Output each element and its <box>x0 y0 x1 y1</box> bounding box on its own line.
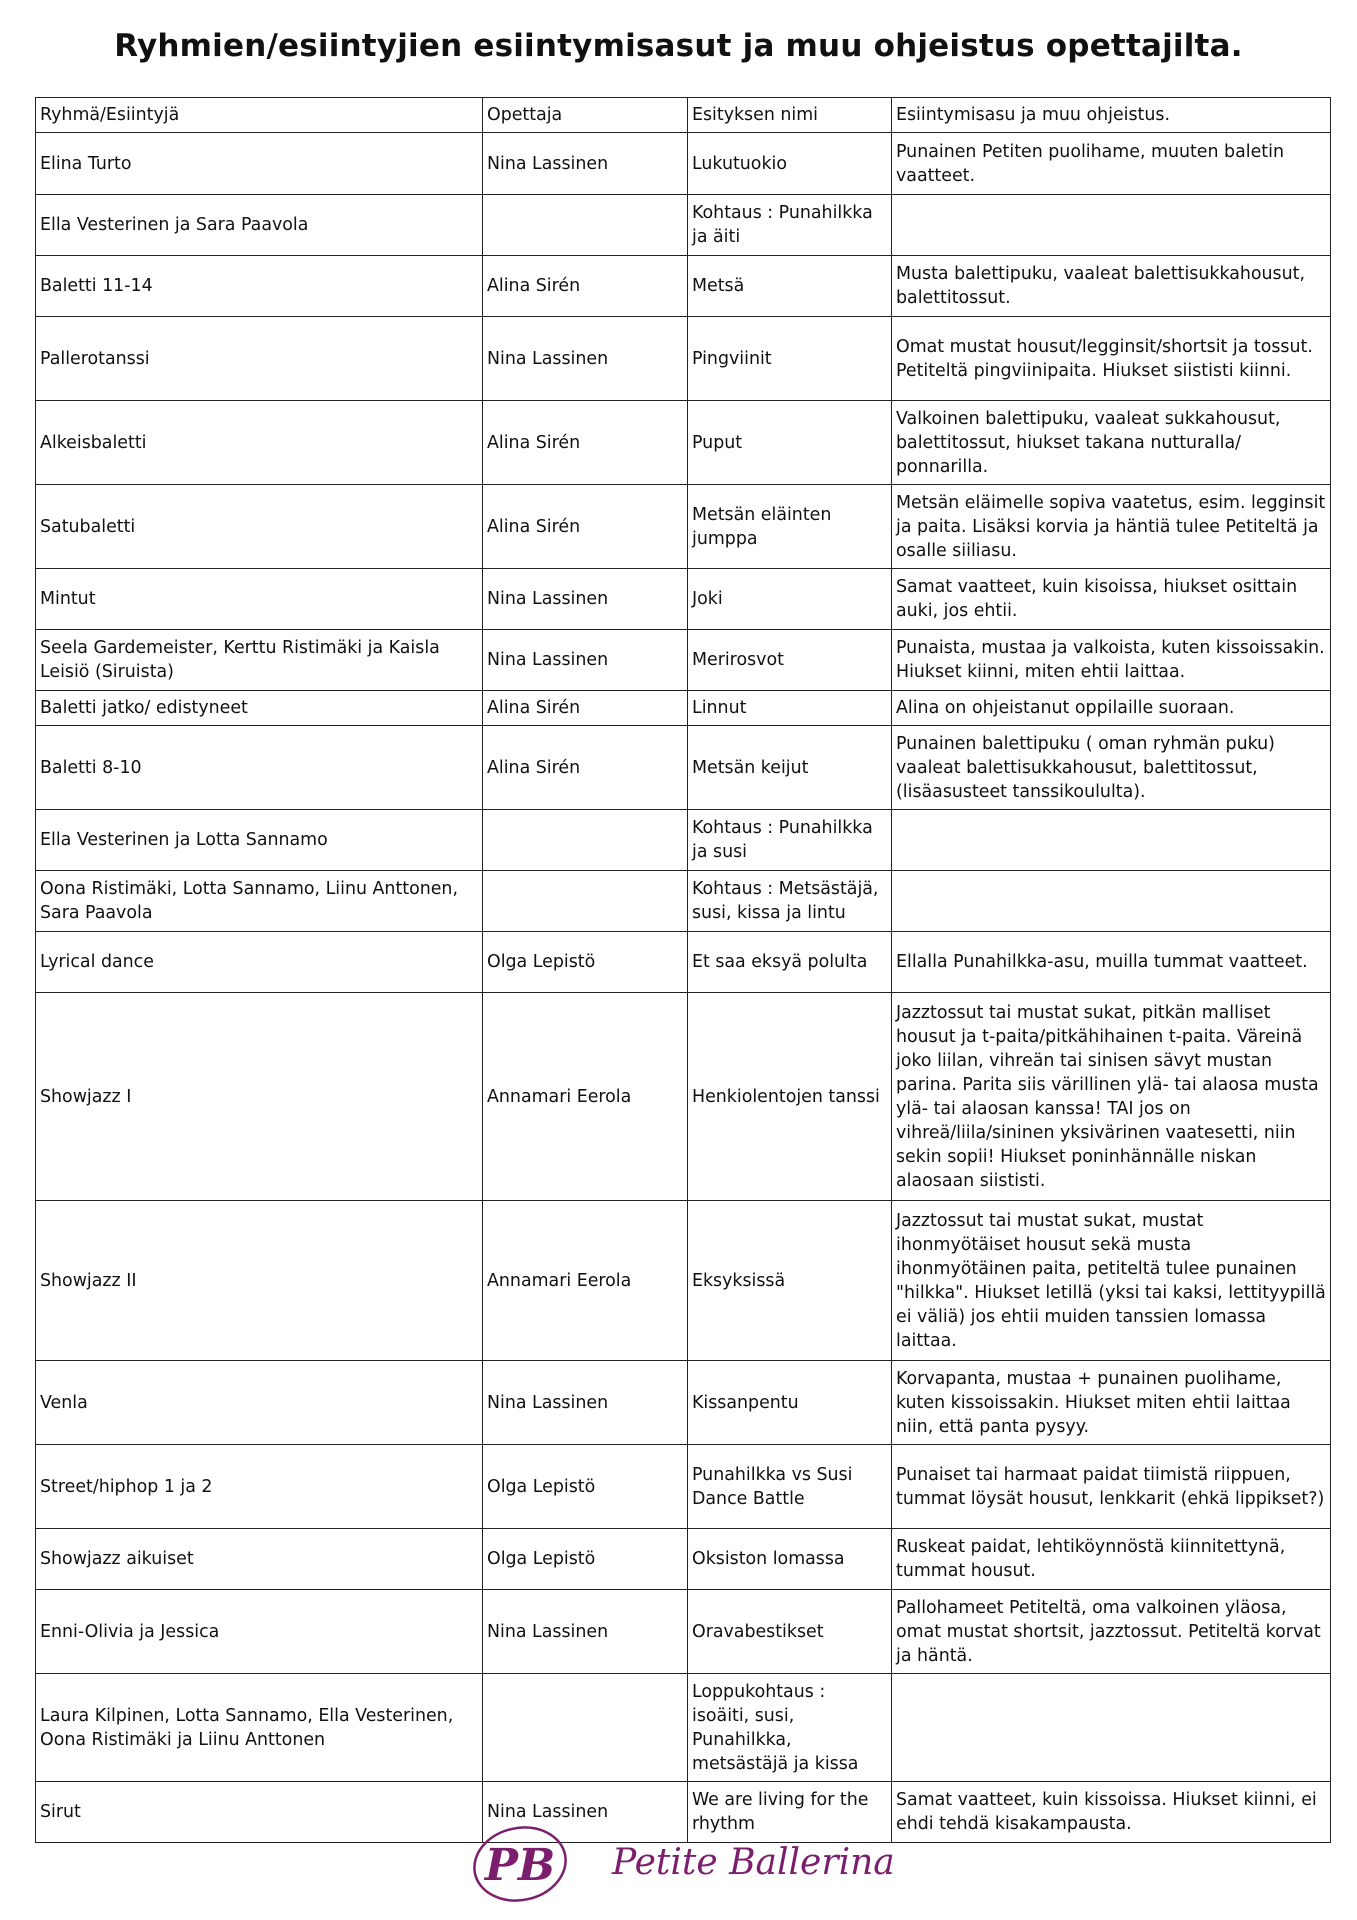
table-row <box>36 726 1331 810</box>
cell-notes: Ruskeat paidat, lehtiköynnöstä kiinnitettynä, tummat housut. <box>892 1529 1331 1590</box>
cell-piece: Joki <box>688 569 892 630</box>
cell-group: Showjazz aikuiset <box>36 1529 483 1590</box>
cell-piece: Metsä <box>688 256 892 317</box>
costume-table <box>35 97 1331 1843</box>
cell-piece: Loppukohtaus : isoäiti, susi, Punahilkka, metsästäjä ja kissa <box>688 1674 892 1782</box>
cell-group: Street/hiphop 1 ja 2 <box>36 1445 483 1529</box>
cell-notes <box>892 871 1331 932</box>
header-group: Ryhmä/Esiintyjä <box>36 98 483 133</box>
cell-teacher: Nina Lassinen <box>483 1361 688 1445</box>
cell-teacher: Nina Lassinen <box>483 569 688 630</box>
cell-group: Venla <box>36 1361 483 1445</box>
table-row <box>36 1361 1331 1445</box>
cell-piece: Kissanpentu <box>688 1361 892 1445</box>
table-row <box>36 195 1331 256</box>
petite-ballerina-logo <box>470 1818 900 1908</box>
table-row <box>36 1529 1331 1590</box>
cell-notes <box>892 195 1331 256</box>
table-row <box>36 1590 1331 1674</box>
cell-teacher: Olga Lepistö <box>483 1529 688 1590</box>
cell-group: Alkeisbaletti <box>36 401 483 485</box>
cell-piece: Punahilkka vs Susi Dance Battle <box>688 1445 892 1529</box>
table-row <box>36 1674 1331 1782</box>
cell-piece: Kohtaus : Punahilkka ja susi <box>688 810 892 871</box>
cell-group: Satubaletti <box>36 485 483 569</box>
cell-piece: Pingviinit <box>688 317 892 401</box>
cell-teacher: Alina Sirén <box>483 256 688 317</box>
cell-teacher: Nina Lassinen <box>483 630 688 691</box>
cell-piece: Oksiston lomassa <box>688 1529 892 1590</box>
table-row <box>36 317 1331 401</box>
header-piece: Esityksen nimi <box>688 98 892 133</box>
cell-notes: Samat vaatteet, kuin kisoissa, hiukset osittain auki, jos ehtii. <box>892 569 1331 630</box>
cell-teacher <box>483 1674 688 1782</box>
cell-teacher: Nina Lassinen <box>483 1590 688 1674</box>
cell-notes: Punainen balettipuku ( oman ryhmän puku) vaaleat balettisukkahousut, balettitossut, (lisäasusteet tanssikoululta). <box>892 726 1331 810</box>
table-row <box>36 569 1331 630</box>
cell-teacher <box>483 195 688 256</box>
cell-piece: Merirosvot <box>688 630 892 691</box>
cell-notes: Samat vaatteet, kuin kissoissa. Hiukset kiinni, ei ehdi tehdä kisakampausta. <box>892 1782 1331 1843</box>
cell-piece: Kohtaus : Metsästäjä, susi, kissa ja lintu <box>688 871 892 932</box>
header-teacher: Opettaja <box>483 98 688 133</box>
cell-piece: Kohtaus : Punahilkka ja äiti <box>688 195 892 256</box>
cell-notes: Valkoinen balettipuku, vaaleat sukkahousut, balettitossut, hiukset takana nutturalla/ ponnarilla. <box>892 401 1331 485</box>
cell-teacher: Annamari Eerola <box>483 1201 688 1361</box>
cell-group: Showjazz II <box>36 1201 483 1361</box>
cell-group: Pallerotanssi <box>36 317 483 401</box>
cell-piece: We are living for the rhythm <box>688 1782 892 1843</box>
table-row <box>36 1445 1331 1529</box>
cell-group: Elina Turto <box>36 133 483 195</box>
cell-teacher: Alina Sirén <box>483 726 688 810</box>
cell-piece: Puput <box>688 401 892 485</box>
document-title: Ryhmien/esiintyjien esiintymisasut ja muu ohjeistus opettajilta. <box>114 28 1243 64</box>
table-row <box>36 993 1331 1201</box>
header-notes: Esiintymisasu ja muu ohjeistus. <box>892 98 1331 133</box>
table-row <box>36 133 1331 195</box>
cell-notes: Ellalla Punahilkka-asu, muilla tummat vaatteet. <box>892 932 1331 993</box>
cell-teacher: Alina Sirén <box>483 485 688 569</box>
cell-notes <box>892 810 1331 871</box>
cell-notes: Punaista, mustaa ja valkoista, kuten kissoissakin. Hiukset kiinni, miten ehtii laittaa. <box>892 630 1331 691</box>
logo-monogram: PB <box>484 1840 556 1891</box>
cell-notes: Metsän eläimelle sopiva vaatetus, esim. legginsit ja paita. Lisäksi korvia ja häntiä tulee Petiteltä ja osalle siiliasu. <box>892 485 1331 569</box>
cell-group: Oona Ristimäki, Lotta Sannamo, Liinu Anttonen, Sara Paavola <box>36 871 483 932</box>
logo-text: Petite Ballerina <box>612 1842 895 1883</box>
table-row <box>36 256 1331 317</box>
cell-group: Sirut <box>36 1782 483 1843</box>
cell-group: Showjazz I <box>36 993 483 1201</box>
cell-teacher: Nina Lassinen <box>483 133 688 195</box>
table-row <box>36 630 1331 691</box>
cell-group: Baletti 8-10 <box>36 726 483 810</box>
cell-piece: Oravabestikset <box>688 1590 892 1674</box>
cell-group: Mintut <box>36 569 483 630</box>
table-row <box>36 871 1331 932</box>
cell-piece: Metsän eläinten jumppa <box>688 485 892 569</box>
table-row <box>36 485 1331 569</box>
cell-piece: Lukutuokio <box>688 133 892 195</box>
cell-teacher: Olga Lepistö <box>483 932 688 993</box>
cell-group: Seela Gardemeister, Kerttu Ristimäki ja Kaisla Leisiö (Siruista) <box>36 630 483 691</box>
cell-notes: Omat mustat housut/legginsit/shortsit ja tossut. Petiteltä pingviinipaita. Hiukset siististi kiinni. <box>892 317 1331 401</box>
cell-group: Baletti jatko/ edistyneet <box>36 691 483 726</box>
table-row <box>36 401 1331 485</box>
cell-piece: Linnut <box>688 691 892 726</box>
cell-teacher: Annamari Eerola <box>483 993 688 1201</box>
table-row <box>36 932 1331 993</box>
table-row <box>36 810 1331 871</box>
cell-notes: Jazztossut tai mustat sukat, pitkän malliset housut ja t-paita/pitkähihainen t-paita. Väreinä joko liilan, vihreän tai sinisen sävyt mustan parina. Parita siis värillinen ylä- tai alaosa musta ylä- tai alaosan kanssa! TAI jos on vihreä/liila/sininen yksivärinen vaatesetti, niin sekin sopii! Hiukset poninhännälle niskan alaosaan siististi. <box>892 993 1331 1201</box>
cell-teacher: Nina Lassinen <box>483 317 688 401</box>
cell-notes: Alina on ohjeistanut oppilaille suoraan. <box>892 691 1331 726</box>
cell-piece: Et saa eksyä polulta <box>688 932 892 993</box>
cell-notes: Musta balettipuku, vaaleat balettisukkahousut, balettitossut. <box>892 256 1331 317</box>
table-header-row <box>36 98 1331 133</box>
cell-notes: Punaiset tai harmaat paidat tiimistä riippuen, tummat löysät housut, lenkkarit (ehkä lippikset?) <box>892 1445 1331 1529</box>
table-row <box>36 691 1331 726</box>
cell-notes: Punainen Petiten puolihame, muuten baletin vaatteet. <box>892 133 1331 195</box>
cell-notes <box>892 1674 1331 1782</box>
cell-teacher: Olga Lepistö <box>483 1445 688 1529</box>
cell-teacher <box>483 871 688 932</box>
cell-teacher <box>483 810 688 871</box>
cell-notes: Korvapanta, mustaa + punainen puolihame, kuten kissoissakin. Hiukset miten ehtii laittaa niin, että panta pysyy. <box>892 1361 1331 1445</box>
cell-notes: Jazztossut tai mustat sukat, mustat ihonmyötäiset housut sekä musta ihonmyötäinen paita, petiteltä tulee punainen "hilkka". Hiukset letillä (yksi tai kaksi, lettityypillä ei väliä) jos ehtii muiden tanssien lomassa laittaa. <box>892 1201 1331 1361</box>
cell-notes: Pallohameet Petiteltä, oma valkoinen yläosa, omat mustat shortsit, jazztossut. Petiteltä korvat ja häntä. <box>892 1590 1331 1674</box>
cell-teacher: Nina Lassinen <box>483 1782 688 1843</box>
cell-group: Ella Vesterinen ja Sara Paavola <box>36 195 483 256</box>
cell-piece: Henkiolentojen tanssi <box>688 993 892 1201</box>
cell-group: Enni-Olivia ja Jessica <box>36 1590 483 1674</box>
cell-group: Ella Vesterinen ja Lotta Sannamo <box>36 810 483 871</box>
cell-group: Laura Kilpinen, Lotta Sannamo, Ella Vesterinen, Oona Ristimäki ja Liinu Anttonen <box>36 1674 483 1782</box>
table-row <box>36 1201 1331 1361</box>
cell-group: Baletti 11-14 <box>36 256 483 317</box>
cell-teacher: Alina Sirén <box>483 401 688 485</box>
cell-group: Lyrical dance <box>36 932 483 993</box>
cell-piece: Metsän keijut <box>688 726 892 810</box>
cell-teacher: Alina Sirén <box>483 691 688 726</box>
cell-piece: Eksyksissä <box>688 1201 892 1361</box>
